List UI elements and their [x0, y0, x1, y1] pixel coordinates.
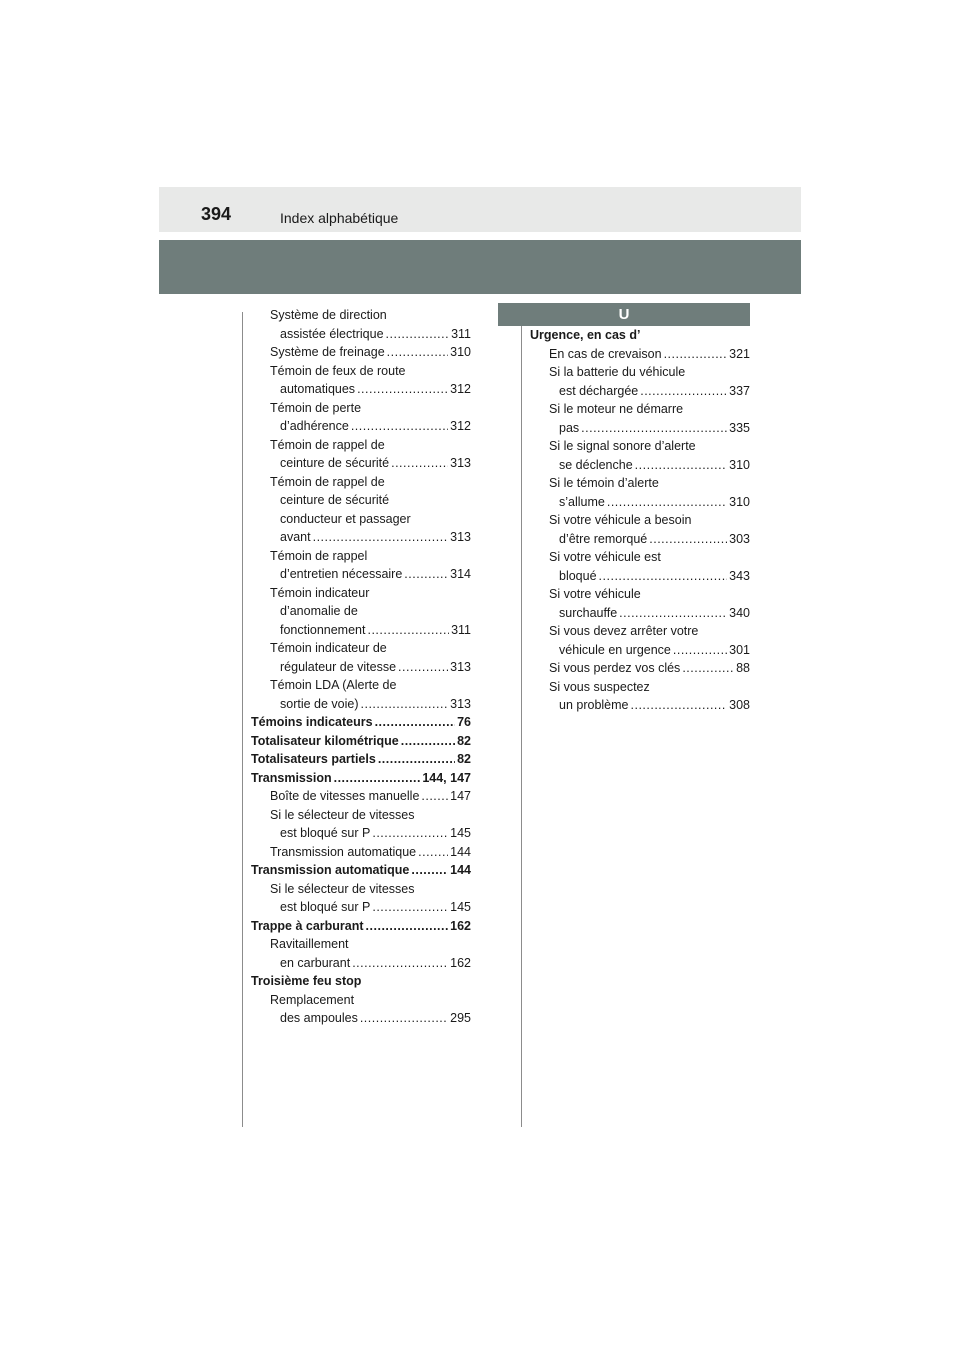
index-entry — [530, 400, 750, 419]
dot-leader — [391, 454, 448, 473]
index-entry-page: 313 — [450, 696, 471, 711]
index-entry-text: pas — [559, 420, 580, 435]
index-entry — [251, 454, 471, 473]
index-entry — [251, 769, 471, 788]
index-entry — [251, 695, 471, 714]
index-entry-text: Transmission automatique — [270, 844, 417, 859]
index-entry-text: Système de freinage — [270, 345, 385, 359]
index-entry — [251, 787, 471, 806]
index-entry — [251, 935, 471, 954]
index-entry — [251, 639, 471, 658]
dot-leader — [351, 417, 448, 436]
index-entry-page: 311 — [451, 622, 471, 637]
index-entry-text: s’allume — [559, 494, 605, 509]
index-entry-text: Si vous devez arrêter votre — [549, 624, 699, 638]
dot-leader — [640, 382, 727, 401]
index-entry-text: Si votre véhicule est — [549, 550, 661, 564]
index-entry-text: Si le sélecteur de vitesses — [270, 807, 415, 822]
index-entry-page: 311 — [451, 326, 471, 341]
index-entry-page: 144 — [450, 844, 471, 859]
dot-leader — [631, 696, 728, 715]
dot-leader — [619, 604, 727, 623]
dot-leader — [649, 530, 727, 549]
index-entry-text: Si le moteur ne démarre — [549, 402, 684, 416]
index-entry-text: véhicule en urgence — [559, 642, 671, 657]
section-banner — [159, 240, 801, 294]
index-entry-text: régulateur de vitesse — [280, 659, 397, 674]
dot-leader — [387, 343, 448, 362]
index-entry — [530, 419, 750, 438]
index-entry-text: d’entretien nécessaire — [280, 567, 403, 581]
dot-leader — [664, 345, 728, 364]
index-entry-text: Totalisateur kilométrique — [251, 733, 399, 748]
index-entry-text: avant — [280, 530, 311, 544]
index-entry-text: Si le signal sonore d’alerte — [549, 439, 696, 453]
index-entry — [530, 511, 750, 530]
index-entry-text: Témoin de perte — [270, 400, 362, 415]
index-entry-page: 303 — [729, 531, 750, 546]
index-entry-text: Transmission automatique — [251, 863, 410, 877]
index-entry-text: Remplacement — [270, 992, 355, 1007]
index-entry-text: Si votre véhicule — [549, 587, 641, 601]
dot-leader — [635, 456, 727, 475]
index-entry-text: Si votre véhicule a besoin — [549, 513, 692, 527]
dot-leader — [372, 898, 448, 917]
index-entry-text: d’adhérence — [280, 419, 349, 433]
index-entry-page: 310 — [450, 345, 471, 359]
index-entry-text: ceinture de sécurité — [280, 493, 390, 507]
dot-leader — [313, 528, 449, 547]
index-entry-page: 308 — [729, 698, 750, 712]
index-entry-text: surchauffe — [559, 605, 618, 620]
index-entry-text: fonctionnement — [280, 622, 366, 637]
dot-leader — [418, 843, 448, 862]
index-entry — [530, 345, 750, 364]
dot-leader — [404, 565, 448, 584]
index-entry-page: 314 — [450, 567, 471, 581]
index-entry-text: se déclenche — [559, 457, 633, 472]
index-entry — [251, 565, 471, 584]
index-entry-text: est bloqué sur P — [280, 900, 371, 914]
index-entry-page: 321 — [729, 346, 750, 361]
dot-leader — [378, 750, 455, 769]
index-entry — [251, 436, 471, 455]
section-letter-heading: U — [498, 303, 750, 326]
index-entry-text: conducteur et passager — [280, 511, 411, 526]
index-entry-page: 144, 147 — [422, 770, 471, 785]
index-entry — [251, 491, 471, 510]
index-entry-page: 335 — [729, 420, 750, 435]
index-entry — [251, 713, 471, 732]
dot-leader — [411, 861, 448, 880]
index-entry-page: 147 — [450, 789, 471, 803]
dot-leader — [375, 713, 456, 732]
index-entry — [251, 991, 471, 1010]
index-entry-page: 162 — [450, 955, 471, 970]
index-entry-page: 313 — [450, 456, 471, 470]
index-entry — [251, 954, 471, 973]
index-entry — [251, 473, 471, 492]
index-entry — [251, 547, 471, 566]
index-entry-text: Témoin de feux de route — [270, 363, 406, 378]
dot-leader — [352, 954, 448, 973]
index-entry — [251, 806, 471, 825]
index-entry-text: des ampoules — [280, 1011, 358, 1025]
index-entry-page: 162 — [450, 918, 471, 933]
index-entry-page: 337 — [729, 383, 750, 398]
left-column-rule — [242, 312, 243, 1127]
dot-leader — [357, 380, 448, 399]
index-entry-text: est bloqué sur P — [280, 826, 371, 840]
index-entry — [530, 363, 750, 382]
index-entry-page: 82 — [457, 733, 471, 748]
index-entry-page: 295 — [450, 1011, 471, 1025]
index-entry-text: d’être remorqué — [559, 531, 648, 546]
index-entry — [251, 362, 471, 381]
index-entry-page: 312 — [450, 419, 471, 433]
index-entry-page: 343 — [729, 568, 750, 583]
index-entry — [251, 861, 471, 880]
index-entry-text: Boîte de vitesses manuelle — [270, 789, 420, 803]
page-number: 394 — [201, 204, 232, 224]
index-column-right — [530, 326, 750, 715]
index-entry — [251, 732, 471, 751]
index-entry-page: 310 — [729, 494, 750, 509]
index-entry-text: Si la batterie du véhicule — [549, 365, 686, 379]
dot-leader — [421, 787, 448, 806]
index-entry-text: bloqué — [559, 568, 597, 583]
index-entry-text: En cas de crevaison — [549, 346, 662, 361]
index-entry — [530, 622, 750, 641]
index-entry-text: Urgence, en cas d’ — [530, 328, 641, 342]
dot-leader — [401, 732, 455, 751]
index-entry — [251, 824, 471, 843]
index-entry — [251, 325, 471, 344]
index-column-left — [251, 306, 471, 1028]
index-entry-page: 144 — [450, 863, 471, 877]
middle-column-rule — [521, 312, 522, 1127]
index-entry — [530, 530, 750, 549]
index-entry-text: Troisième feu stop — [251, 974, 362, 988]
index-entry-page: 310 — [729, 457, 750, 472]
index-entry — [251, 510, 471, 529]
dot-leader — [386, 325, 450, 344]
index-entry — [251, 306, 471, 325]
dot-leader — [361, 695, 449, 714]
index-entry — [251, 343, 471, 362]
index-entry — [530, 678, 750, 697]
index-entry-page: 313 — [450, 530, 471, 544]
index-entry-page: 313 — [450, 659, 471, 674]
index-entry-text: Trappe à carburant — [251, 918, 364, 933]
index-entry — [251, 898, 471, 917]
index-entry — [530, 474, 750, 493]
index-entry — [251, 972, 471, 991]
index-entry-text: Si vous suspectez — [549, 679, 650, 694]
index-entry — [530, 326, 750, 345]
index-entry — [530, 548, 750, 567]
index-entry-text: Témoin de rappel de — [270, 437, 385, 452]
index-entry-text: Témoin de rappel de — [270, 474, 385, 489]
index-entry — [251, 750, 471, 769]
header-strip — [159, 187, 801, 232]
index-entry-text: Ravitaillement — [270, 937, 349, 951]
index-entry — [530, 437, 750, 456]
index-entry-text: en carburant — [280, 955, 351, 970]
dot-leader — [682, 659, 734, 678]
index-entry-page: 145 — [450, 900, 471, 914]
index-entry-text: un problème — [559, 698, 629, 712]
index-entry-page: 312 — [450, 382, 471, 396]
index-entry — [530, 696, 750, 715]
index-entry — [530, 604, 750, 623]
index-entry — [251, 843, 471, 862]
index-entry-text: ceinture de sécurité — [280, 456, 390, 470]
index-entry — [530, 456, 750, 475]
index-entry — [251, 676, 471, 695]
index-entry-page: 145 — [450, 826, 471, 840]
index-entry — [530, 382, 750, 401]
index-entry-page: 76 — [457, 715, 471, 729]
index-entry — [251, 399, 471, 418]
dot-leader — [334, 769, 421, 788]
index-entry-text: sortie de voie) — [280, 696, 359, 711]
index-entry — [530, 493, 750, 512]
index-entry-page: 82 — [457, 752, 471, 766]
index-entry — [251, 584, 471, 603]
index-entry-page: 340 — [729, 605, 750, 620]
index-entry — [530, 585, 750, 604]
index-entry-text: assistée électrique — [280, 326, 384, 341]
index-entry — [251, 528, 471, 547]
index-entry — [251, 602, 471, 621]
dot-leader — [581, 419, 727, 438]
index-entry — [530, 641, 750, 660]
index-entry-text: est déchargée — [559, 383, 639, 398]
index-entry — [530, 567, 750, 586]
index-entry — [251, 658, 471, 677]
dot-leader — [673, 641, 727, 660]
index-entry-text: Si vous perdez vos clés — [549, 661, 681, 675]
index-entry-text: Transmission — [251, 770, 332, 785]
page-title: Index alphabétique — [280, 210, 399, 226]
index-entry-text: Témoins indicateurs — [251, 715, 373, 729]
index-entry — [251, 621, 471, 640]
dot-leader — [360, 1009, 448, 1028]
dot-leader — [599, 567, 728, 586]
dot-leader — [372, 824, 448, 843]
dot-leader — [367, 621, 449, 640]
index-entry-text: Témoin indicateur — [270, 585, 370, 600]
index-entry-text: Système de direction — [270, 308, 387, 322]
index-entry — [251, 917, 471, 936]
index-entry-text: automatiques — [280, 382, 356, 396]
index-entry — [251, 880, 471, 899]
dot-leader — [366, 917, 449, 936]
index-entry — [251, 417, 471, 436]
index-entry-text: Témoin LDA (Alerte de — [270, 678, 397, 692]
index-entry-text: Totalisateurs partiels — [251, 752, 376, 766]
index-entry-text: Témoin indicateur de — [270, 641, 387, 655]
index-entry-text: Si le sélecteur de vitesses — [270, 881, 415, 896]
dot-leader — [607, 493, 727, 512]
index-entry-text: Si le témoin d’alerte — [549, 476, 659, 490]
index-entry — [251, 380, 471, 399]
index-entry — [251, 1009, 471, 1028]
dot-leader — [398, 658, 448, 677]
index-entry-text: d’anomalie de — [280, 604, 358, 618]
index-entry-page: 301 — [729, 642, 750, 657]
index-entry — [530, 659, 750, 678]
index-entry-text: Témoin de rappel — [270, 548, 368, 563]
index-entry-page: 88 — [736, 661, 750, 675]
